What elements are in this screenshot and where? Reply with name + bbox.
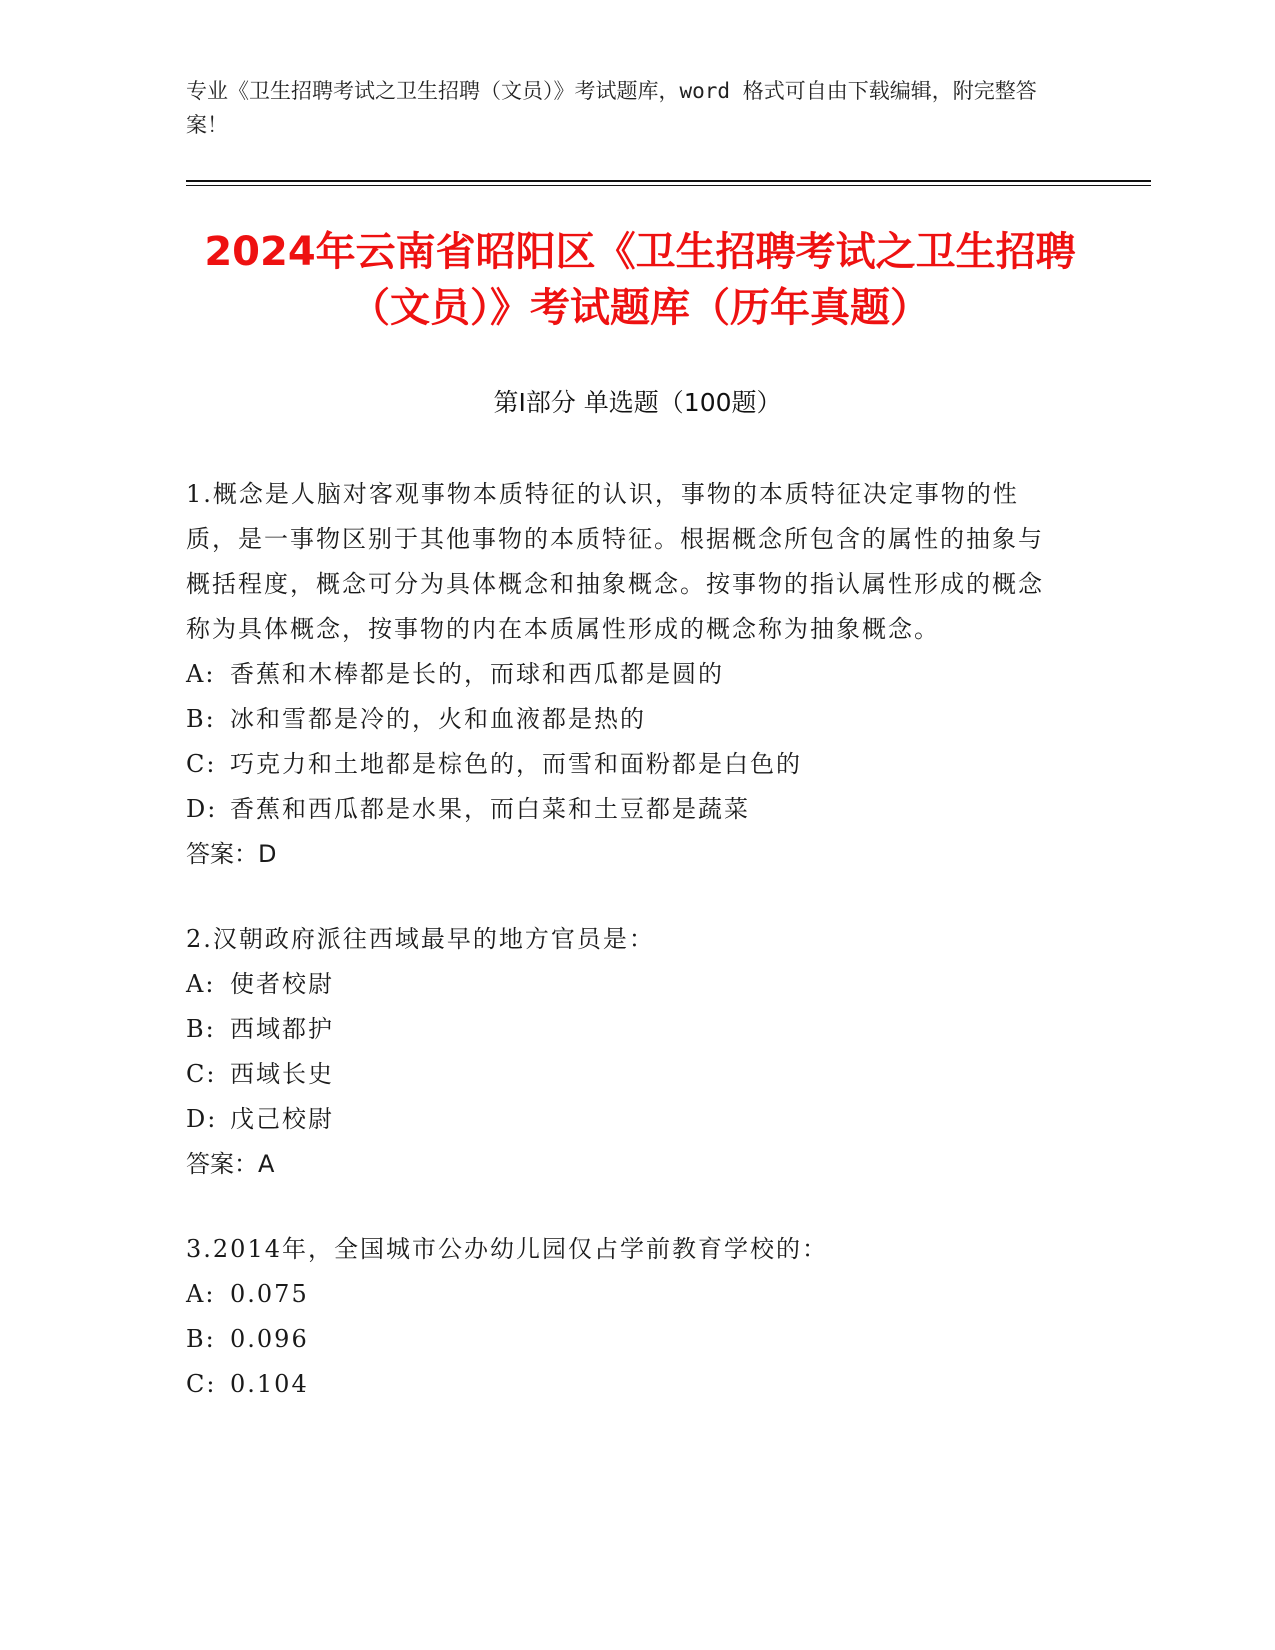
option-letter: A: bbox=[186, 660, 216, 688]
option-a bbox=[186, 962, 1066, 1007]
option-text: 香蕉和西瓜都是水果，而白菜和土豆都是蔬菜 bbox=[230, 795, 750, 823]
option-c bbox=[186, 1052, 1066, 1097]
option-letter: C: bbox=[186, 1370, 217, 1398]
answer-label: 答案： bbox=[186, 840, 258, 868]
option-text: 西域都护 bbox=[230, 1015, 334, 1043]
option-d bbox=[186, 1097, 1066, 1142]
answer-line bbox=[186, 832, 1066, 877]
question-stem: 2.汉朝政府派往西域最早的地方官员是： bbox=[186, 925, 655, 953]
option-text: 0.075 bbox=[230, 1280, 309, 1308]
question-list bbox=[186, 472, 1066, 1447]
question-2 bbox=[186, 917, 1066, 1187]
option-b bbox=[186, 1007, 1066, 1052]
header-note: 专业《卫生招聘考试之卫生招聘（文员）》考试题库，word 格式可自由下载编辑，附完整答案！ bbox=[186, 79, 1037, 137]
option-letter: A: bbox=[186, 970, 216, 998]
option-d bbox=[186, 787, 1066, 832]
option-letter: C: bbox=[186, 1060, 217, 1088]
option-text: 香蕉和木棒都是长的，而球和西瓜都是圆的 bbox=[230, 660, 724, 688]
option-a bbox=[186, 652, 1066, 697]
question-3 bbox=[186, 1227, 1066, 1407]
option-c bbox=[186, 742, 1066, 787]
option-letter: B: bbox=[186, 705, 216, 733]
header-divider-thin bbox=[186, 185, 1151, 186]
option-text: 西域长史 bbox=[230, 1060, 334, 1088]
option-text: 0.096 bbox=[230, 1325, 309, 1353]
option-letter: C: bbox=[186, 750, 217, 778]
option-letter: B: bbox=[186, 1015, 216, 1043]
question-stem: 1.概念是人脑对客观事物本质特征的认识，事物的本质特征决定事物的性质，是一事物区别于其他事物的本质特征。根据概念所包含的属性的抽象与概括程度，概念可分为具体概念和抽象概念。按事物的指认属性形成的概念称为具体概念，按事物的内在本质属性形成的概念称为抽象概念。 bbox=[186, 480, 1044, 643]
question-stem: 3.2014年，全国城市公办幼儿园仅占学前教育学校的： bbox=[186, 1235, 828, 1263]
option-text: 0.104 bbox=[230, 1370, 309, 1398]
option-letter: B: bbox=[186, 1325, 216, 1353]
section-title: 第Ⅰ部分 单选题（100题） bbox=[493, 388, 782, 417]
option-letter: D: bbox=[186, 1105, 218, 1133]
option-text: 巧克力和土地都是棕色的，而雪和面粉都是白色的 bbox=[230, 750, 802, 778]
option-letter: D: bbox=[186, 795, 218, 823]
document-title: 2024年云南省昭阳区《卫生招聘考试之卫生招聘（文员）》考试题库（历年真题） bbox=[204, 229, 1076, 331]
answer-value: A bbox=[258, 1150, 275, 1178]
option-text: 冰和雪都是冷的，火和血液都是热的 bbox=[230, 705, 646, 733]
answer-label: 答案： bbox=[186, 1150, 258, 1178]
option-b bbox=[186, 1317, 1066, 1362]
option-text: 使者校尉 bbox=[230, 970, 334, 998]
answer-line bbox=[186, 1142, 1066, 1187]
option-b bbox=[186, 697, 1066, 742]
option-letter: A: bbox=[186, 1280, 216, 1308]
option-c bbox=[186, 1362, 1066, 1407]
answer-value: D bbox=[258, 840, 277, 868]
header-divider-thick bbox=[186, 180, 1151, 182]
option-a bbox=[186, 1272, 1066, 1317]
option-text: 戊己校尉 bbox=[230, 1105, 334, 1133]
question-1 bbox=[186, 472, 1066, 877]
